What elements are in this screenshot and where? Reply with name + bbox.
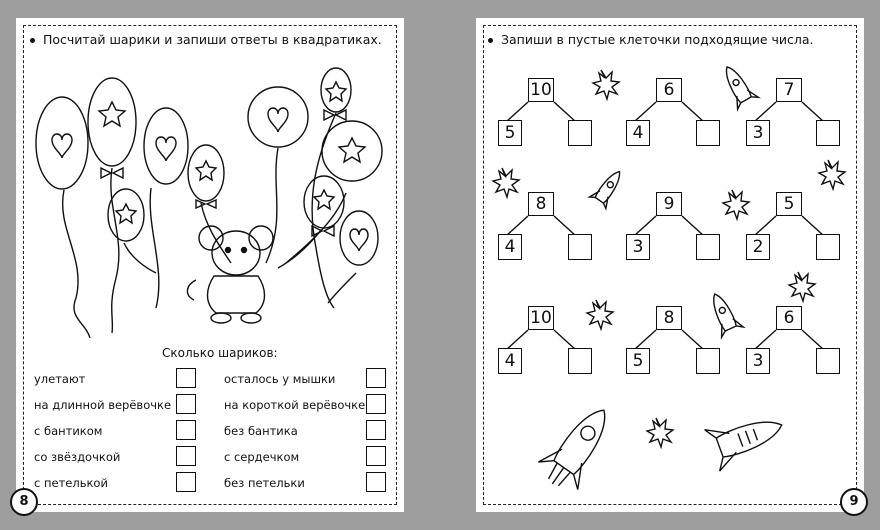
balloon-string — [266, 148, 278, 263]
house-left-number: 3 — [746, 120, 770, 146]
house-left-number: 4 — [626, 120, 650, 146]
explosion-icon — [819, 160, 845, 189]
question-label: осталось у мышки — [224, 372, 336, 386]
explosion-icon — [723, 190, 749, 219]
house-top-number: 6 — [776, 306, 802, 330]
explosion-icon — [789, 272, 815, 301]
left-page — [16, 18, 404, 512]
page-number: 8 — [10, 488, 38, 516]
rocket-icon — [589, 166, 627, 209]
question-label: с сердечком — [224, 450, 300, 464]
explosion-icon — [587, 300, 613, 329]
answer-box[interactable] — [176, 394, 196, 414]
balloons-illustration — [16, 18, 404, 338]
balloon-icon — [248, 87, 308, 147]
question-label: со звёздочкой — [34, 450, 121, 464]
house-top-number: 6 — [656, 78, 682, 102]
answer-box[interactable] — [366, 446, 386, 466]
question-label: без петельки — [224, 476, 305, 490]
rocket-icon — [533, 396, 624, 497]
explosion-icon — [593, 70, 619, 99]
balloon-icon — [188, 145, 224, 201]
house-answer-box[interactable] — [696, 120, 720, 146]
house-top-number: 10 — [528, 306, 554, 330]
house-left-number: 5 — [626, 348, 650, 374]
balloon-string — [150, 188, 159, 308]
answer-box[interactable] — [176, 472, 196, 492]
balloon-string — [328, 273, 356, 303]
rocket-icon — [717, 61, 759, 109]
question-label: с бантиком — [34, 424, 103, 438]
house-left-number: 3 — [746, 348, 770, 374]
house-top-number: 7 — [776, 78, 802, 102]
answer-box[interactable] — [366, 394, 386, 414]
balloon-icon — [36, 97, 88, 189]
house-answer-box[interactable] — [816, 120, 840, 146]
instruction-text: Посчитай шарики и запиши ответы в квадратиках. — [43, 32, 382, 47]
balloon-string — [312, 113, 336, 308]
house-left-number: 2 — [746, 234, 770, 260]
house-answer-box[interactable] — [568, 120, 592, 146]
question-label: на длинной верёвочке — [34, 398, 172, 412]
balloon-icon — [340, 211, 378, 265]
balloon-icon — [304, 176, 344, 228]
question-label: без бантика — [224, 424, 298, 438]
question-label: с петелькой — [34, 476, 108, 490]
page-number: 9 — [840, 488, 868, 516]
rocket-icon — [705, 404, 790, 471]
house-top-number: 5 — [776, 192, 802, 216]
house-top-number: 8 — [528, 192, 554, 216]
house-answer-box[interactable] — [816, 234, 840, 260]
question-label: улетают — [34, 372, 86, 386]
balloon-icon — [321, 68, 351, 112]
explosion-icon — [493, 168, 519, 197]
balloon-icon — [144, 108, 188, 184]
house-left-number: 3 — [626, 234, 650, 260]
balloon-icon — [88, 78, 136, 166]
house-answer-box[interactable] — [816, 348, 840, 374]
answer-box[interactable] — [176, 446, 196, 466]
house-top-number: 8 — [656, 306, 682, 330]
house-left-number: 5 — [498, 120, 522, 146]
house-answer-box[interactable] — [696, 234, 720, 260]
house-answer-box[interactable] — [568, 234, 592, 260]
instruction-text: Запиши в пустые клеточки подходящие числа. — [501, 32, 814, 47]
answer-box[interactable] — [366, 472, 386, 492]
mouse-icon — [187, 226, 273, 323]
balloon-icon — [322, 121, 382, 181]
house-left-number: 4 — [498, 234, 522, 260]
balloon-icon — [108, 189, 144, 241]
rocket-icon — [704, 289, 744, 337]
balloon-string — [63, 190, 90, 338]
house-top-number: 10 — [528, 78, 554, 102]
answer-box[interactable] — [176, 368, 196, 388]
balloon-string — [124, 243, 156, 273]
house-answer-box[interactable] — [568, 348, 592, 374]
question-label: на короткой верёвочке — [224, 398, 366, 412]
house-top-number: 9 — [656, 192, 682, 216]
house-left-number: 4 — [498, 348, 522, 374]
right-page — [476, 18, 864, 512]
house-answer-box[interactable] — [696, 348, 720, 374]
question-title: Сколько шариков: — [162, 346, 278, 360]
explosion-icon — [647, 418, 673, 447]
answer-box[interactable] — [366, 368, 386, 388]
answer-box[interactable] — [176, 420, 196, 440]
answer-box[interactable] — [366, 420, 386, 440]
